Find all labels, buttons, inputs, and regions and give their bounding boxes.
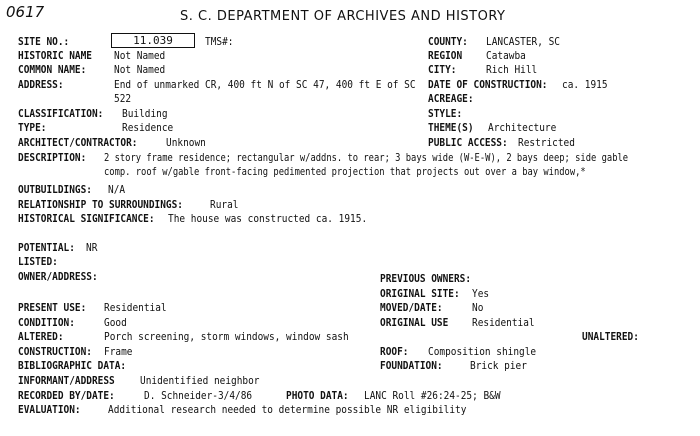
foundation-value: Brick pier: [470, 360, 527, 372]
photo-data-value: LANC Roll #26:24-25; B&W: [364, 390, 501, 402]
informant-label: INFORMANT/ADDRESS: [18, 375, 115, 387]
type-value: Residence: [122, 122, 174, 134]
recorded-by-value: D. Schneider-3/4/86: [144, 390, 253, 402]
themes-label: THEME(S): [428, 122, 474, 134]
historic-name-label: HISTORIC NAME: [18, 50, 92, 62]
city-label: CITY:: [428, 64, 457, 76]
date-of-construction-label: DATE OF CONSTRUCTION:: [428, 79, 548, 91]
classification-label: CLASSIFICATION:: [18, 108, 104, 120]
site-no-value: 11.039: [111, 33, 195, 48]
original-site-value: Yes: [472, 288, 490, 300]
address-label: ADDRESS:: [18, 79, 64, 91]
description-line1: 2 story frame residence; rectangular w/addns. to rear; 3 bays wide (W-E-W), 2 bays deep; side gable: [104, 152, 629, 164]
county-value: LANCASTER, SC: [486, 36, 560, 48]
original-use-label: ORIGINAL USE: [380, 317, 449, 329]
historic-name-value: Not Named: [114, 50, 166, 62]
tms-label: TMS#:: [205, 36, 234, 48]
photo-data-label: PHOTO DATA:: [286, 390, 349, 402]
description-line2: comp. roof w/gable front-facing pedimented projection that projects out over a bay window,*: [104, 166, 586, 178]
architect-label: ARCHITECT/CONTRACTOR:: [18, 137, 138, 149]
present-use-label: PRESENT USE:: [18, 302, 87, 314]
foundation-label: FOUNDATION:: [380, 360, 443, 372]
roof-value: Composition shingle: [428, 346, 537, 358]
condition-label: CONDITION:: [18, 317, 75, 329]
site-no-label: SITE NO.:: [18, 36, 70, 48]
description-label: DESCRIPTION:: [18, 152, 87, 164]
region-label: REGION: [428, 50, 463, 62]
date-of-construction-value: ca. 1915: [562, 79, 608, 91]
previous-owners-label: PREVIOUS OWNERS:: [380, 273, 472, 285]
relationship-label: RELATIONSHIP TO SURROUNDINGS:: [18, 199, 183, 211]
construction-label: CONSTRUCTION:: [18, 346, 92, 358]
region-value: Catawba: [486, 50, 526, 62]
public-access-label: PUBLIC ACCESS:: [428, 137, 508, 149]
moved-date-label: MOVED/DATE:: [380, 302, 443, 314]
common-name-value: Not Named: [114, 64, 166, 76]
owner-address-label: OWNER/ADDRESS:: [18, 271, 98, 283]
form-number: 0617: [6, 3, 45, 21]
informant-value: Unidentified neighbor: [140, 375, 260, 387]
public-access-value: Restricted: [518, 137, 575, 149]
historical-significance-value: The house was constructed ca. 1915.: [168, 213, 368, 225]
construction-value: Frame: [104, 346, 133, 358]
outbuildings-value: N/A: [108, 184, 126, 196]
condition-value: Good: [104, 317, 127, 329]
evaluation-label: EVALUATION:: [18, 404, 81, 416]
county-label: COUNTY:: [428, 36, 468, 48]
relationship-value: Rural: [210, 199, 239, 211]
roof-label: ROOF:: [380, 346, 409, 358]
acreage-label: ACREAGE:: [428, 93, 474, 105]
themes-value: Architecture: [488, 122, 557, 134]
address-line1: End of unmarked CR, 400 ft N of SC 47, 400 ft E of SC: [114, 79, 416, 91]
style-label: STYLE:: [428, 108, 463, 120]
altered-label: ALTERED:: [18, 331, 64, 343]
listed-label: LISTED:: [18, 256, 58, 268]
original-use-value: Residential: [472, 317, 535, 329]
architect-value: Unknown: [166, 137, 206, 149]
header-title: S. C. DEPARTMENT OF ARCHIVES AND HISTORY: [180, 9, 506, 24]
potential-label: POTENTIAL:: [18, 242, 75, 254]
common-name-label: COMMON NAME:: [18, 64, 87, 76]
moved-date-value: No: [472, 302, 484, 314]
potential-value: NR: [86, 242, 98, 254]
outbuildings-label: OUTBUILDINGS:: [18, 184, 92, 196]
type-label: TYPE:: [18, 122, 47, 134]
evaluation-value: Additional research needed to determine possible NR eligibility: [108, 404, 467, 416]
historical-significance-label: HISTORICAL SIGNIFICANCE:: [18, 213, 155, 225]
recorded-by-label: RECORDED BY/DATE:: [18, 390, 115, 402]
original-site-label: ORIGINAL SITE:: [380, 288, 460, 300]
unaltered-label: UNALTERED:: [582, 331, 639, 343]
city-value: Rich Hill: [486, 64, 538, 76]
altered-value: Porch screening, storm windows, window sash: [104, 331, 349, 343]
classification-value: Building: [122, 108, 168, 120]
present-use-value: Residential: [104, 302, 167, 314]
address-line2: 522: [114, 93, 132, 105]
bibliographic-data-label: BIBLIOGRAPHIC DATA:: [18, 360, 127, 372]
